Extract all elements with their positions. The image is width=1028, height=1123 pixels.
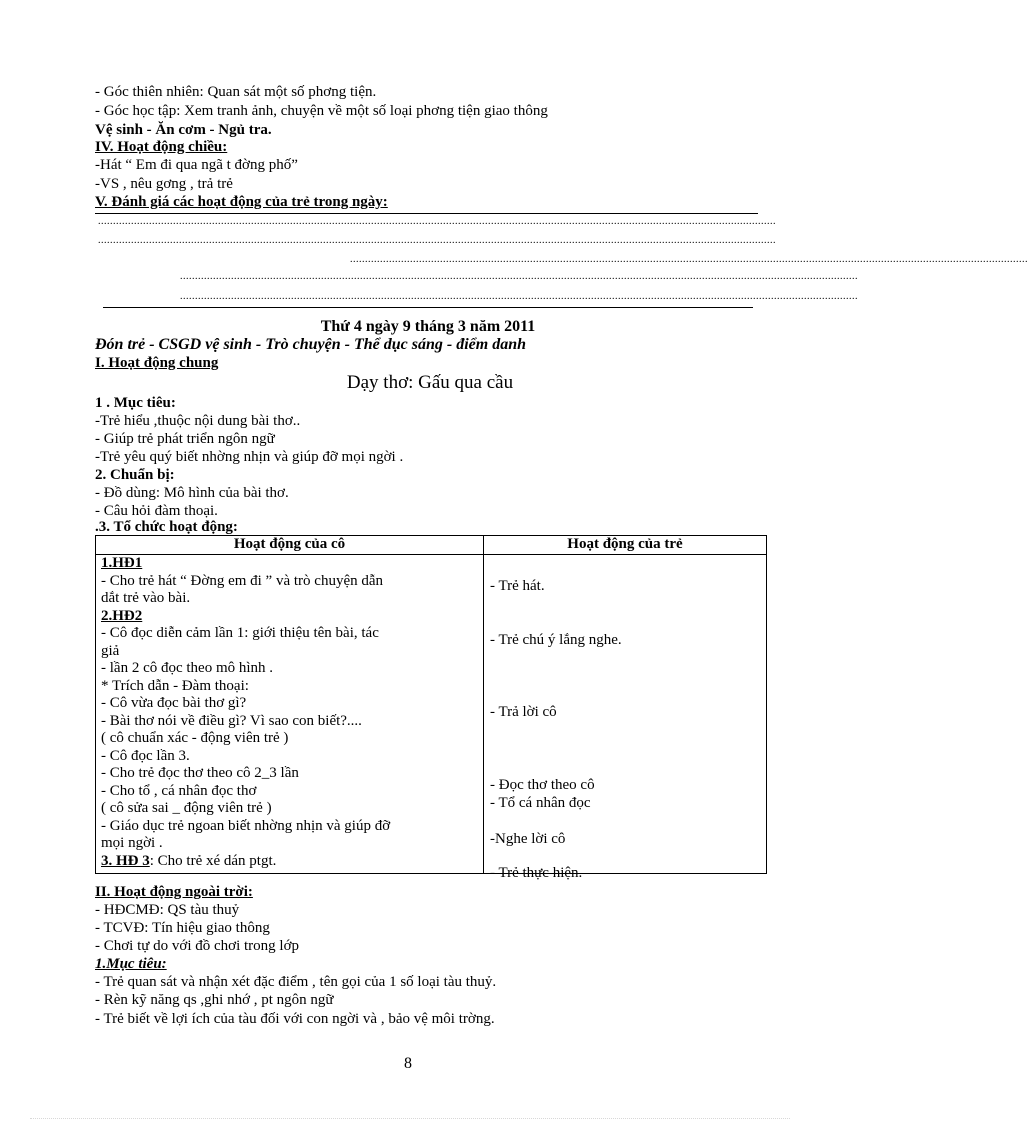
child-line: - Trẻ thực hiện. <box>490 865 583 881</box>
text-line: - Rèn kỹ năng qs ,ghi nhớ , pt ngôn ngữ <box>95 992 334 1008</box>
child-line: - Trẻ chú ý lắng nghe. <box>490 632 622 648</box>
table-line: - Bài thơ nói về điều gì? Vì sao con biết?.... <box>101 712 362 729</box>
routine-line: Đón trẻ - CSGD vệ sinh - Trò chuyện - Thể dục sáng - điểm danh <box>95 336 526 353</box>
text-line: - Chơi tự do với đồ chơi trong lớp <box>95 938 300 954</box>
divider <box>103 307 753 308</box>
page-number: 8 <box>404 1055 412 1072</box>
child-line: - Đọc thơ theo cô <box>490 777 595 793</box>
text-line: - TCVĐ: Tín hiệu giao thông <box>95 920 270 936</box>
section-heading: II. Hoạt động ngoài trời: <box>95 884 253 900</box>
subsection-heading: 1 . Mục tiêu: <box>95 395 176 411</box>
table-line: - Cô đọc diễn cảm lần 1: giới thiệu tên bài, tác <box>101 625 379 641</box>
section-heading: V. Đánh giá các hoạt động của trẻ trong ngày: <box>95 194 388 210</box>
text-line: - Trẻ biết về lợi ích của tàu đối với con ngời và , bảo vệ môi trờng. <box>95 1011 495 1027</box>
table-line: ( cô sửa sai _ động viên trẻ ) <box>101 800 272 816</box>
text-line: - Trẻ quan sát và nhận xét đặc điểm , tên gọi của 1 số loại tàu thuỷ. <box>95 974 497 990</box>
step-text: : Cho trẻ xé dán ptgt. <box>149 852 277 869</box>
text-line: -Hát “ Em đi qua ngã t đờng phố” <box>95 157 298 173</box>
subsection-heading: 2. Chuẩn bị: <box>95 467 175 483</box>
table-header-child: Hoạt động của trẻ <box>484 536 767 555</box>
table-line: - Cho trẻ đọc thơ theo cô 2_3 lần <box>101 765 299 781</box>
section-heading: IV. Hoạt động chiều: <box>95 139 228 155</box>
table-line: - Cho trẻ hát “ Đờng em đi ” và trò chuyện dẫn <box>101 572 384 589</box>
step-heading: 2.HĐ2 <box>101 607 143 624</box>
text-line: - Giúp trẻ phát triển ngôn ngữ <box>95 431 275 447</box>
dotted-line: .................................................................................................................................................................................................................................. <box>98 216 776 227</box>
table-line: ( cô chuẩn xác - động viên trẻ ) <box>101 730 289 746</box>
step-heading: 1.HĐ1 <box>101 555 143 571</box>
footer-divider <box>30 1118 790 1119</box>
table-line: - Cô vừa đọc bài thơ gì? <box>101 695 247 711</box>
table-line: - Cô đọc lần 3. <box>101 747 190 764</box>
table-line: - lần 2 cô đọc theo mô hình . <box>101 660 274 676</box>
table-line: dắt trẻ vào bài. <box>101 590 191 606</box>
section-heading: I. Hoạt động chung <box>95 355 219 371</box>
child-line: - Trả lời cô <box>490 704 557 720</box>
dotted-line: .................................................................................................................................................................................................................................. <box>180 271 858 282</box>
step-heading: 3. HĐ 3 <box>101 852 150 869</box>
text-line: -Trẻ yêu quý biết nhờng nhịn và giúp đỡ mọi ngời . <box>95 449 404 465</box>
child-line: - Trẻ hát. <box>490 578 545 594</box>
lesson-title: Dạy thơ: Gấu qua cầu <box>346 372 514 393</box>
text-line: - Góc thiên nhiên: Quan sát một số phơng tiện. <box>95 84 377 100</box>
table-line: - Cho tổ , cá nhân đọc thơ <box>101 782 257 799</box>
activity-table <box>95 535 767 881</box>
dotted-line: .................................................................................................................................................................................................................................. <box>98 235 776 246</box>
table-line: mọi ngời . <box>101 835 163 851</box>
divider <box>95 213 758 214</box>
subsection-heading: 1.Mục tiêu: <box>95 956 167 972</box>
child-line: -Nghe lời cô <box>490 831 566 847</box>
text-line: - HĐCMĐ: QS tàu thuỷ <box>95 902 240 918</box>
child-line: - Tổ cá nhân đọc <box>490 795 591 811</box>
page-title: Thứ 4 ngày 9 tháng 3 năm 2011 <box>320 318 536 335</box>
text-line: -Trẻ hiểu ,thuộc nội dung bài thơ.. <box>95 413 301 429</box>
table-line <box>101 853 478 871</box>
table-line: giả <box>101 642 120 659</box>
text-line: - Câu hỏi đàm thoại. <box>95 503 218 519</box>
table-line: * Trích dẫn - Đàm thoại: <box>101 677 249 694</box>
text-line: -VS , nêu gơng , trả trẻ <box>95 176 233 192</box>
text-line: - Đồ dùng: Mô hình của bài thơ. <box>95 485 289 501</box>
text-line: - Góc học tập: Xem tranh ảnh, chuyện về một số loại phơng tiện giao thông <box>95 103 548 119</box>
subsection-heading: .3. Tổ chức hoạt động: <box>95 519 238 535</box>
teacher-activity-cell <box>96 555 484 874</box>
child-activity-cell <box>484 555 767 881</box>
text-line: Vệ sinh - Ăn cơm - Ngủ tra. <box>95 122 272 138</box>
dotted-line: .................................................................................................................................................................................................................................. <box>350 254 1028 265</box>
dotted-line: .................................................................................................................................................................................................................................. <box>180 291 858 302</box>
table-line: - Giáo dục trẻ ngoan biết nhờng nhịn và giúp đỡ <box>101 817 391 834</box>
table-header-teacher: Hoạt động của cô <box>96 536 484 555</box>
